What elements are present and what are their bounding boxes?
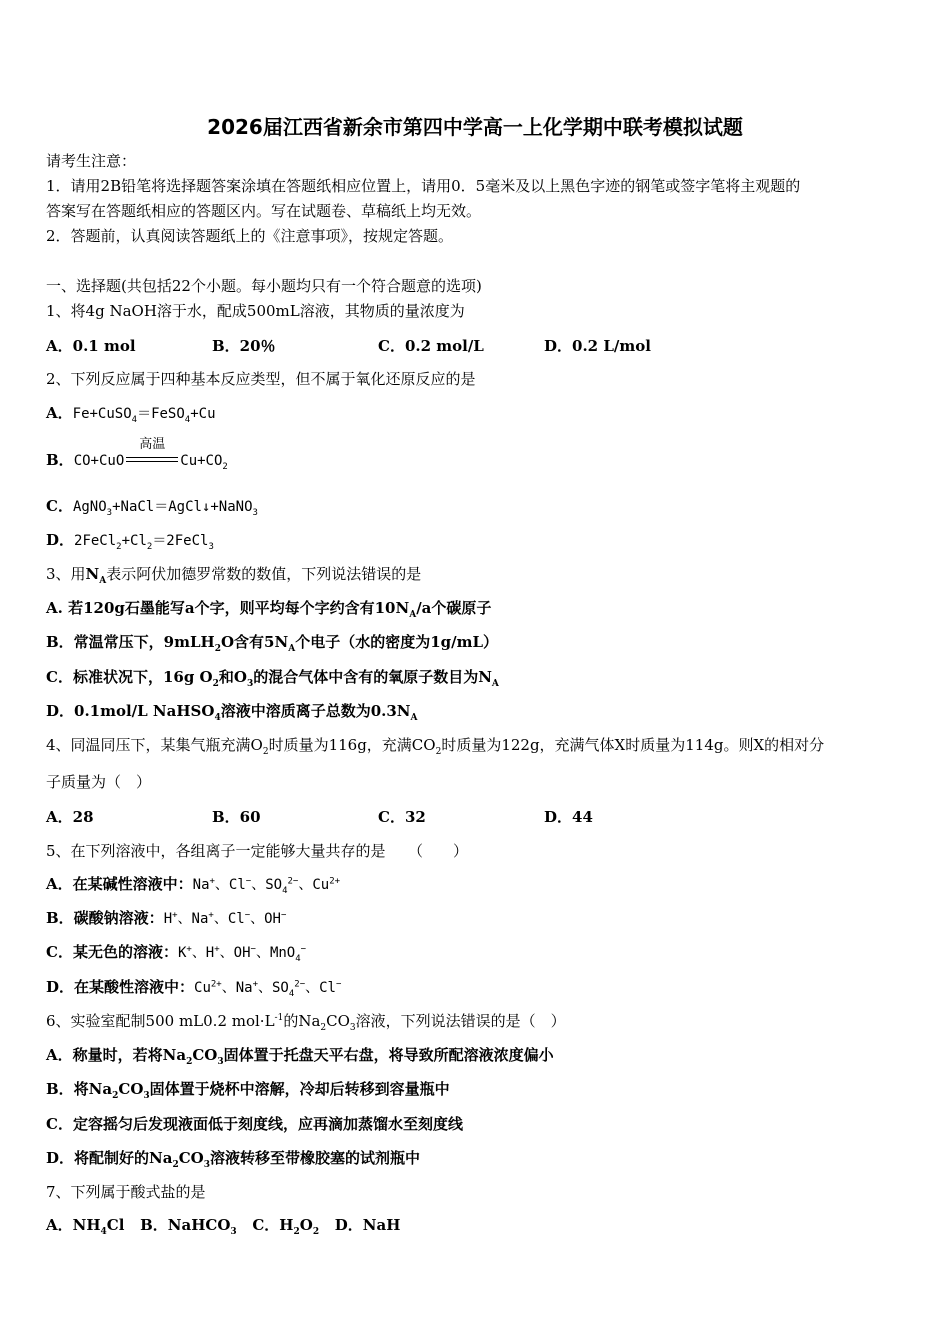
question-7-stem: 7、下列属于酸式盐的是	[46, 1183, 206, 1201]
question-2-option-b[interactable]: B．CO+CuO 高温 $Cu+CO_2$	[46, 437, 228, 472]
option-d[interactable]: D．44	[544, 808, 593, 826]
reaction-condition-sign: 高温	[124, 450, 180, 472]
question-2-option-a[interactable]: A．Fe+CuSO$_4$＝FeSO$_4$+Cu	[46, 404, 216, 425]
question-3-option-d[interactable]: D．0.1mol/L NaHSO$_4$溶液中溶质离子总数为$0.3N_A$	[46, 702, 418, 723]
question-6-option-b[interactable]: B．将$Na_2CO_3$固体置于烧杯中溶解，冷却后转移到容量瓶中	[46, 1080, 450, 1101]
option-c[interactable]: C．$H_2O_2$	[252, 1216, 320, 1237]
option-a[interactable]: A．28	[46, 808, 94, 826]
notice-line-2: 答案写在答题纸相应的答题区内。写在试题卷、草稿纸上均无效。	[46, 202, 482, 220]
question-2-option-d[interactable]: D．$2FeCl_2+Cl_2=2FeCl_3$	[46, 531, 214, 552]
question-7-options	[46, 1214, 400, 1236]
question-4-options	[46, 806, 593, 828]
question-5-option-a[interactable]: A．在某碱性溶液中：Na+、Cl−、$SO_4^{2-}$、$Cu^{2+}$	[46, 875, 341, 896]
question-5-option-b[interactable]: B．碳酸钠溶液：H+、Na+、Cl−、OH−	[46, 909, 287, 927]
question-6-option-c[interactable]: C．定容摇匀后发现液面低于刻度线，应再滴加蒸馏水至刻度线	[46, 1115, 463, 1133]
question-3-option-b[interactable]: B．常温常压下，9mLH$_2$O含有$5N_A$个电子（水的密度为1g/mL）	[46, 633, 499, 654]
question-6-option-d[interactable]: D．将配制好的$Na_2CO_3$溶液转移至带橡胶塞的试剂瓶中	[46, 1149, 421, 1170]
question-4-stem-line-1: 4、同温同压下，某集气瓶充满$O_2$时质量为116g，充满$CO_2$时质量为122g，充满气体X时质量为114g。则X的相对分	[46, 736, 825, 757]
question-3-option-c[interactable]: C．标准状况下，16g $O_2$和$O_3$的混合气体中含有的氧原子数目为$N_A$	[46, 668, 499, 689]
question-5-option-c[interactable]: C．某无色的溶液：K+、H+、OH−、MnO$_4$−	[46, 943, 307, 964]
option-c[interactable]: C．0.2 mol/L	[378, 337, 484, 355]
option-b[interactable]: B．20％	[212, 337, 276, 355]
notice-line-3: 2．答题前，认真阅读答题纸上的《注意事项》，按规定答题。	[46, 227, 454, 245]
question-5-stem: 5、在下列溶液中，各组离子一定能够大量共存的是 （ ）	[46, 842, 469, 860]
option-c[interactable]: C．32	[378, 808, 426, 826]
question-6-option-a[interactable]: A．称量时，若将$Na_2CO_3$固体置于托盘天平右盘，将导致所配溶液浓度偏小	[46, 1046, 554, 1067]
question-2-option-c[interactable]: C．AgNO$_3$+NaCl＝AgCl↓+NaNO$_3$	[46, 497, 258, 518]
question-6-stem: 6、实验室配制500 mL0.2 $mol\cdot L^{-1}$的$Na_2CO_3$溶液，下列说法错误的是（ ）	[46, 1012, 566, 1033]
notice-line-1: 1．请用2B铅笔将选择题答案涂填在答题纸相应位置上，请用0．5毫米及以上黑色字迹的钢笔或签字笔将主观题的	[46, 177, 801, 195]
question-1-options	[46, 335, 651, 357]
question-4-stem-line-2: 子质量为（ ）	[46, 773, 152, 791]
question-2-stem: 2、下列反应属于四种基本反应类型，但不属于氧化还原反应的是	[46, 370, 476, 388]
notice-heading: 请考生注意：	[46, 152, 137, 170]
question-1-stem: 1、将4g NaOH溶于水，配成500mL溶液，其物质的量浓度为	[46, 302, 465, 320]
question-5-option-d[interactable]: D．在某酸性溶液中：$Cu^{2+}$、Na+、$SO_4^{2-}$、Cl−	[46, 978, 342, 999]
option-b[interactable]: B．NaHCO$_3$	[140, 1216, 237, 1237]
option-b[interactable]: B．60	[212, 808, 261, 826]
section-heading: 一、选择题(共包括22个小题。每小题均只有一个符合题意的选项)	[46, 277, 482, 295]
option-d[interactable]: D．NaH	[334, 1216, 401, 1234]
question-3-option-a[interactable]: A. 若120g石墨能写a个字，则平均每个字约含有$10N_A/a$个碳原子	[46, 599, 492, 620]
option-a[interactable]: A．0.1 mol	[46, 337, 136, 355]
question-3-stem: 3、用$N_A$表示阿伏加德罗常数的数值，下列说法错误的是	[46, 565, 422, 586]
option-d[interactable]: D．0.2 L/mol	[544, 337, 651, 355]
page-title: 2026届江西省新余市第四中学高一上化学期中联考模拟试题	[207, 115, 743, 139]
option-a[interactable]: A．$NH_4Cl$	[46, 1216, 125, 1237]
